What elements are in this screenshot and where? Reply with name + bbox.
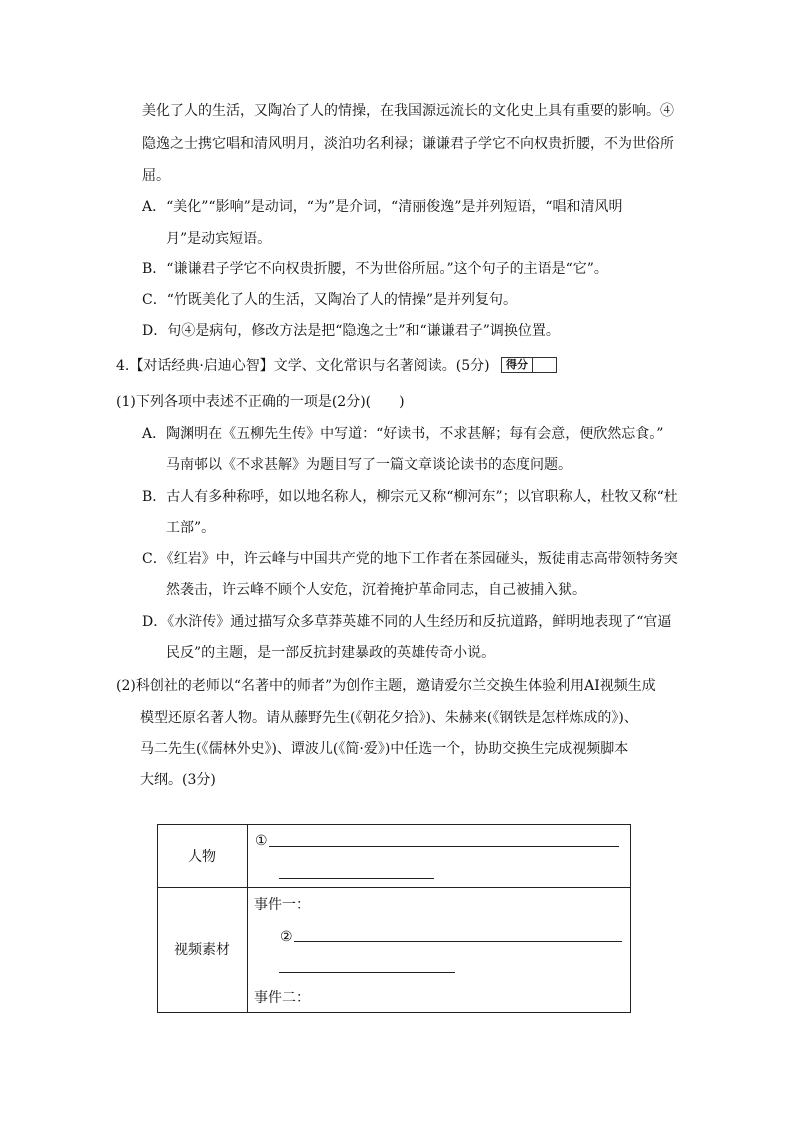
intro-line-2: 隐逸之士携它唱和清风明月，淡泊功名利禄；谦谦君子学它不向权贵折腰，不为世俗所 — [142, 136, 674, 152]
q4-sub1-option-d-line-1: D．《水浒传》通过描写众多草莽英雄不同的人生经历和反抗道路，鲜明地表现了“官逼 — [142, 614, 672, 630]
q3-option-a-line-1: A．“美化”“影响”是动词，“为”是介词，“清丽俊逸”是并列短语，“唱和清风明 — [142, 199, 623, 215]
q4-sub1-option-c-line-2: 然袭击，许云峰不顾个人安危，沉着掩护革命同志，自己被捕入狱。 — [166, 582, 586, 598]
answer-blank-2a[interactable] — [294, 941, 622, 942]
answer-blank-1b[interactable] — [279, 878, 434, 879]
answer-mark-1: ① — [255, 833, 268, 849]
q4-sub1-option-b-line-2: 工部”。 — [166, 520, 216, 536]
score-value-blank[interactable] — [533, 358, 556, 372]
answer-blank-1a[interactable] — [269, 846, 619, 847]
q4-sub2-line-3: 马二先生(《儒林外史》)、谭波儿(《简·爱》)中任选一个，协助交换生完成视频脚本 — [140, 741, 629, 757]
q4-sub1-option-c-line-1: C．《红岩》中，许云峰与中国共产党的地下工作者在茶园碰头，叛徒甫志高带领特务突 — [142, 551, 678, 567]
row-label-character: 人物 — [188, 849, 216, 865]
q4-sub1-option-a-line-1: A．陶渊明在《五柳先生传》中写道：“好读书，不求甚解；每有会意，便欣然忘食。” — [142, 426, 664, 442]
q3-option-d: D．句④是病句，修改方法是把“隐逸之士”和“谦谦君子”调换位置。 — [142, 323, 560, 339]
score-box[interactable] — [501, 357, 557, 373]
q4-title: 4.【对话经典·启迪心智】文学、文化常识与名著阅读。(5分) — [116, 358, 490, 374]
score-label: 得分 — [502, 358, 533, 372]
q4-sub1-option-b-line-1: B．古人有多种称呼，如以地名称人，柳宗元又称“柳河东”；以官职称人，杜牧又称“杜 — [142, 489, 678, 505]
q4-sub1-option-a-line-2: 马南邨以《不求甚解》为题目写了一篇文章谈论读书的态度问题。 — [166, 457, 572, 473]
answer-blank-2b[interactable] — [279, 972, 455, 973]
q4-sub1-title: (1)下列各项中表述不正确的一项是(2分)( ) — [116, 394, 405, 410]
table-row-divider — [158, 887, 630, 888]
q4-sub2-line-1: (2)科创社的老师以“名著中的师者”为创作主题，邀请爱尔兰交换生体验利用AI视频生成 — [116, 678, 656, 694]
q3-option-b: B．“谦谦君子学它不向权贵折腰，不为世俗所屈。”这个句子的主语是“它”。 — [142, 261, 608, 277]
row-label-video-material: 视频素材 — [174, 942, 230, 958]
q3-option-a-line-2: 月”是动宾短语。 — [166, 231, 272, 247]
q4-sub2-line-2: 模型还原名著人物。请从藤野先生(《朝花夕拾》)、朱赫来(《钢铁是怎样炼成的》)、 — [140, 710, 638, 726]
answer-mark-2: ② — [280, 929, 293, 945]
q4-sub2-line-4: 大纲。(3分) — [140, 772, 216, 788]
intro-line-1: 美化了人的生活，又陶冶了人的情操，在我国源远流长的文化史上具有重要的影响。④ — [142, 103, 674, 119]
event-two-label: 事件二： — [254, 990, 310, 1006]
event-one-label: 事件一： — [254, 897, 310, 913]
q4-sub1-option-d-line-2: 民反”的主题，是一部反抗封建暴政的英雄传奇小说。 — [166, 645, 496, 661]
table-column-divider — [247, 825, 248, 1012]
q3-option-c: C．“竹既美化了人的生活，又陶冶了人的情操”是并列复句。 — [142, 292, 518, 308]
answer-table — [157, 824, 631, 1013]
intro-line-3: 屈。 — [142, 168, 170, 184]
